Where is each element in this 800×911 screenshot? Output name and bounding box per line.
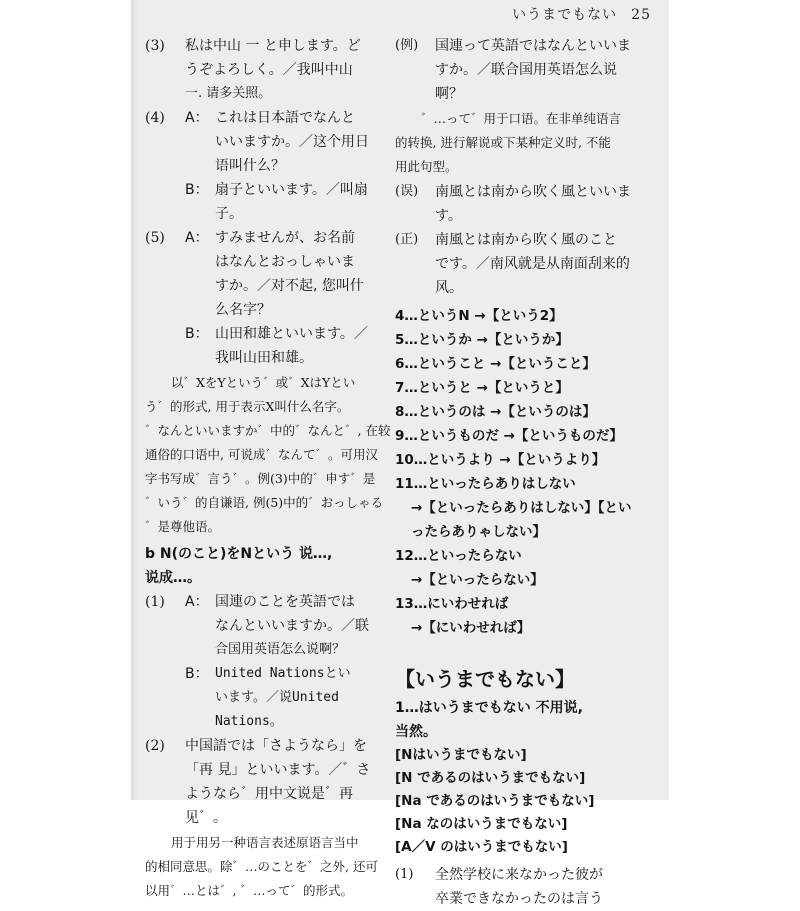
pattern-item: 10…というより →【というより】 [395,452,606,468]
example-label: (例) [395,38,419,53]
page-header [512,4,651,24]
example-line: 一. 请多关照。 [185,86,272,101]
speaker-b: B： [185,182,209,198]
running-title: いうまでもない [512,7,618,23]
pattern-item: →【にいわせれば】 [411,620,531,636]
note-line: 用于用另一种语言表述原语言当中 [171,835,359,850]
example-3 [145,34,395,106]
heading-line: b N(のこと)をNという 说…, [145,546,333,562]
structure-item: [N であるのはいうまでもない] [395,770,586,786]
pattern-list [395,304,665,640]
note-line: ゛是尊他语。 [145,519,221,534]
heading-line: 当然。 [395,724,437,740]
example-label: (误) [395,184,419,199]
pattern-item: 11…といったらありはしない [395,476,576,492]
example-line: ようなら゛用中文说是゛再 [185,786,353,802]
example-line: 国連って英語ではなんといいま [435,38,631,54]
dialogue-line: 子。 [215,206,243,222]
example-4 [145,106,395,226]
example-label: (3) [145,38,165,54]
example-label: (1) [395,867,414,882]
speaker-b: B： [185,326,209,342]
dialogue-line: 扇子といいます。／叫扇 [215,182,368,198]
note-line: 以゛XをYという゛或゛XはYとい [171,375,356,390]
dialogue-line: Nations。 [215,714,283,729]
example-line: 全然学校に来なかった彼が [435,867,603,883]
note-line: ゛…って゛用于口语。在非单纯语言 [421,111,622,126]
note-line: 的转换, 进行解说或下某种定义时, 不能 [395,135,611,150]
example-line: 私は中山 一 と申します。ど [185,38,361,54]
pattern-item: 8…というのは →【というのは】 [395,404,596,420]
speaker-a: A： [185,594,209,610]
heading-line: 说成…。 [145,570,201,586]
note-line: 字书写成゛言う゛。例(3)中的゛申す゛是 [145,471,376,486]
speaker-a: A： [185,230,209,246]
dialogue-line: これは日本語でなんと [215,110,355,126]
entry-subheading [395,696,665,744]
note-line: 以用゛…とは゛, ゛…って゛的形式。 [145,883,353,898]
heading-line: 1…はいうまでもない 不用说, [395,700,583,716]
usage-note-2 [145,832,395,902]
dialogue-line: 合国用英语怎么说啊？ [215,642,346,657]
dialogue-line: 么名字？ [215,302,271,318]
pattern-item: 13…にいわせれば [395,596,509,612]
example-line: 南風とは南から吹く風といいま [435,184,631,200]
dialogue-line: いいますか。／这个用日 [215,134,369,150]
example-line: 卒業できなかったのは言う [435,891,603,907]
example-wrong [395,180,665,228]
speaker-a: A： [185,110,209,126]
example-rei [395,34,665,106]
dictionary-page [131,0,669,907]
subsection-heading-b [145,542,395,590]
dialogue-line: 我叫山田和雄。 [215,350,313,366]
note-line: ゛なんといいますか゛中的゛なんと゛, 在较 [145,423,391,438]
right-column [395,34,665,911]
example-label: (正) [395,232,419,247]
usage-note-3 [395,108,665,178]
note-line: ゛いう゛的自谦语, 例(5)中的゛おっしゃる [145,495,384,510]
structure-item: [Na なのはいうまでもない] [395,816,568,832]
example-line: すか。／联合国用英语怎么说 [435,62,617,78]
example-last [395,863,665,911]
example-line: 风。 [435,280,463,296]
pattern-item: 12…といったらない [395,548,522,564]
pattern-item: →【といったらありはしない】【とい [411,500,632,516]
dialogue-line: います。／说United [215,690,339,705]
note-line: 的相同意思。除゛…のことを゛之外, 还可 [145,859,378,874]
note-line: う゛的形式, 用于表示X叫什么名字。 [145,399,350,414]
example-2 [145,734,395,830]
example-1 [145,590,395,734]
pattern-item: 6…ということ →【ということ】 [395,356,596,372]
example-line: す。 [435,208,462,224]
example-5 [145,226,395,370]
pattern-item: →【といったらない】 [411,572,544,588]
left-column [145,34,395,904]
dialogue-line: すか。／对不起, 您叫什 [215,278,364,294]
example-line: 中国語では「さようなら」を [185,738,367,754]
example-label: (5) [145,230,165,246]
speaker-b: B： [185,666,209,682]
example-line: 啊？ [435,86,463,102]
usage-note [145,372,395,538]
pattern-item: 4…というN →【という2】 [395,308,563,324]
entry-title: 【いうまでもない】 [395,667,575,691]
dialogue-line: United Nationsとい [215,666,351,681]
dialogue-line: 语叫什么？ [215,158,285,174]
example-line: うぞよろしく。／我叫中山 [185,62,353,78]
example-line: です。／南风就是从南面刮来的 [435,256,630,272]
structure-list [395,744,665,859]
example-line: 「再 見」といいます。／゛さ [185,762,371,778]
example-line: 见゛。 [185,810,227,826]
dialogue-line: 山田和雄といいます。／ [215,326,368,342]
example-label: (1) [145,594,165,610]
example-label: (4) [145,110,165,126]
pattern-item: 9…というものだ →【というものだ】 [395,428,623,444]
pattern-item: 5…というか →【というか】 [395,332,569,348]
dialogue-line: なんといいますか。／联 [215,618,369,634]
note-line: 通俗的口语中, 可说成゛なんて゛。可用汉 [145,447,378,462]
example-correct [395,228,665,300]
pattern-item: 7…というと →【というと】 [395,380,569,396]
structure-item: [Nはいうまでもない] [395,747,527,763]
page-number: 25 [631,7,651,23]
dialogue-line: 国連のことを英語では [215,594,355,610]
example-label: (2) [145,738,165,754]
pattern-item: ったらありゃしない】 [411,524,546,540]
example-line: 南風とは南から吹く風のこと [435,232,617,248]
structure-item: [Na であるのはいうまでもない] [395,793,595,809]
structure-item: [A／V のはいうまでもない] [395,839,568,855]
dialogue-line: はなんとおっしゃいま [215,254,355,270]
note-line: 用此句型。 [395,159,458,174]
dialogue-line: すみませんが、お名前 [215,230,355,246]
